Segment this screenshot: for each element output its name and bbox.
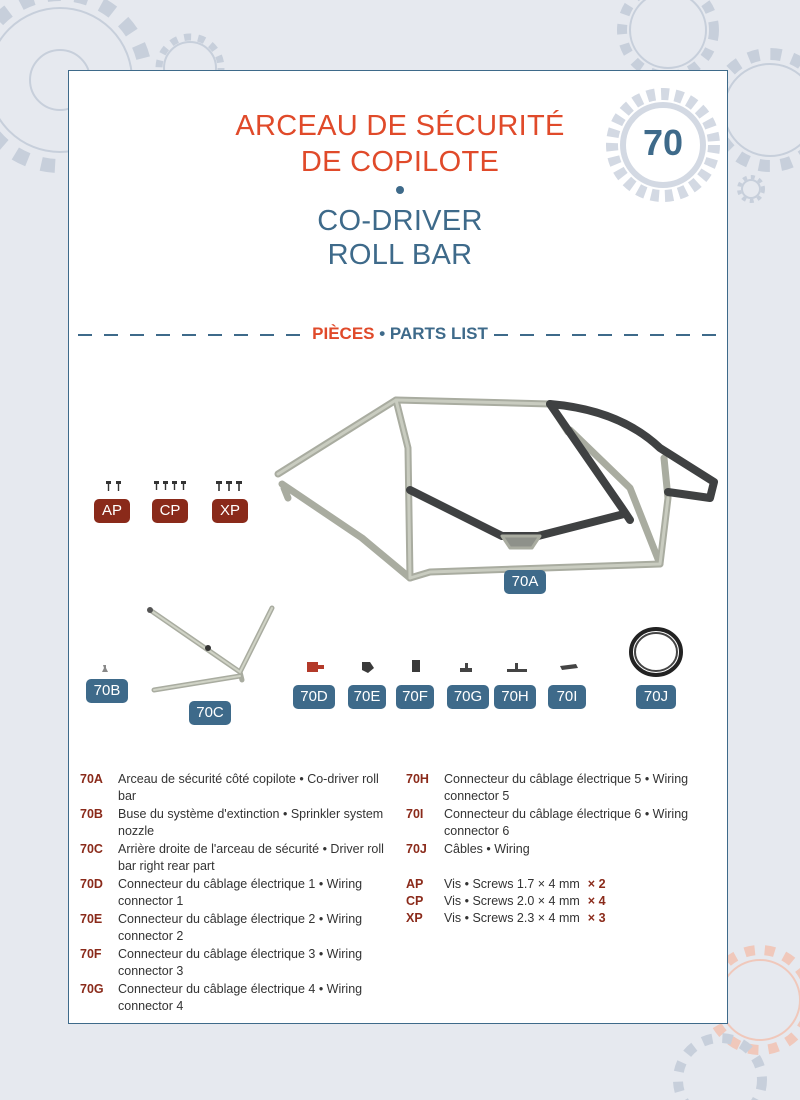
legend-item-70h (406, 771, 716, 807)
screw-description: Vis • Screws 2.3 × 4 mm × 3 (444, 911, 606, 925)
legend-item-70j (406, 841, 716, 861)
title-fr-line2: DE COPILOTE (300, 146, 500, 178)
screw-code: AP (406, 877, 424, 891)
legend-item-70e (80, 911, 400, 947)
legend-code: 70B (80, 807, 103, 821)
legend-item-70c (80, 841, 400, 877)
parts-heading-fr: PIÈCES (312, 324, 375, 343)
tag-70a: 70A (504, 570, 546, 594)
cable-coil-70j-illustration (626, 624, 686, 680)
legend-code: 70J (406, 842, 427, 856)
title-separator-dot (396, 186, 404, 194)
tag-70f: 70F (396, 685, 434, 709)
tag-xp: XP (212, 499, 248, 523)
tag-ap: AP (94, 499, 130, 523)
screw-quantity: × 3 (587, 911, 606, 925)
rear-part-70c-illustration (142, 600, 282, 700)
connector-70h-illustration (505, 660, 529, 676)
title-en-line2: ROLL BAR (327, 239, 473, 271)
page-title-english (0, 204, 800, 272)
legend-description: Connecteur du câblage électrique 5 • Wiring connector 5 (444, 772, 689, 803)
screw-item-ap (406, 876, 716, 894)
tag-70e: 70E (348, 685, 386, 709)
tag-70g: 70G (447, 685, 489, 709)
issue-number: 70 (642, 122, 684, 163)
title-fr-line1: ARCEAU DE SÉCURITÉ (235, 110, 565, 142)
legend-code: 70H (406, 772, 429, 786)
parts-list-heading (0, 323, 800, 345)
legend-description: Connecteur du câblage électrique 6 • Wiring connector 6 (444, 807, 689, 838)
title-en-line1: CO-DRIVER (317, 205, 483, 237)
tag-70d: 70D (293, 685, 335, 709)
connector-70e-illustration (358, 658, 378, 676)
parts-heading-separator: • (379, 324, 386, 343)
parts-heading-en: PARTS LIST (389, 324, 488, 343)
tag-70b: 70B (86, 679, 128, 703)
tag-70i: 70I (548, 685, 586, 709)
legend-item-70f (80, 946, 400, 982)
screws-xp-illustration (215, 480, 245, 494)
legend-description: Câbles • Wiring (444, 842, 530, 856)
connector-70d-illustration (304, 658, 326, 676)
screw-code: CP (406, 894, 424, 908)
screw-description: Vis • Screws 1.7 × 4 mm × 2 (444, 877, 606, 891)
legend-item-70b (80, 806, 400, 842)
legend-description: Buse du système d'extinction • Sprinkler system nozzle (118, 807, 384, 838)
legend-code: 70D (80, 877, 103, 891)
screw-item-cp (406, 893, 716, 911)
legend-item-70a (80, 771, 400, 807)
screw-item-xp (406, 910, 716, 928)
tag-70h: 70H (494, 685, 536, 709)
legend-item-70d (80, 876, 400, 912)
legend-item-70g (80, 981, 400, 1017)
legend-code: 70C (80, 842, 103, 856)
legend-code: 70E (80, 912, 103, 926)
connector-70g-illustration (458, 660, 476, 676)
legend-description: Connecteur du câblage électrique 3 • Wiring connector 3 (118, 947, 363, 978)
legend-item-70i (406, 806, 716, 842)
roll-bar-70a-illustration (270, 388, 720, 588)
screw-description: Vis • Screws 2.0 × 4 mm × 4 (444, 894, 606, 908)
legend-code: 70F (80, 947, 102, 961)
tag-cp: CP (152, 499, 188, 523)
legend-description: Connecteur du câblage électrique 4 • Wiring connector 4 (118, 982, 363, 1013)
legend-description: Arrière droite de l'arceau de sécurité • Driver roll bar right rear part (118, 842, 384, 873)
legend-code: 70A (80, 772, 103, 786)
connector-70i-illustration (558, 660, 580, 674)
screws-ap-illustration (104, 480, 124, 494)
nozzle-70b-illustration (100, 664, 110, 674)
legend-description: Connecteur du câblage électrique 1 • Wiring connector 1 (118, 877, 363, 908)
screws-cp-illustration (153, 480, 189, 494)
legend-code: 70I (406, 807, 424, 821)
screw-code: XP (406, 911, 423, 925)
connector-70f-illustration (408, 658, 424, 676)
legend-description: Arceau de sécurité côté copilote • Co-driver roll bar (118, 772, 379, 803)
legend-description: Connecteur du câblage électrique 2 • Wiring connector 2 (118, 912, 363, 943)
tag-70j: 70J (636, 685, 676, 709)
screw-quantity: × 4 (587, 894, 606, 908)
screw-quantity: × 2 (587, 877, 606, 891)
tag-70c: 70C (189, 701, 231, 725)
legend-code: 70G (80, 982, 104, 996)
